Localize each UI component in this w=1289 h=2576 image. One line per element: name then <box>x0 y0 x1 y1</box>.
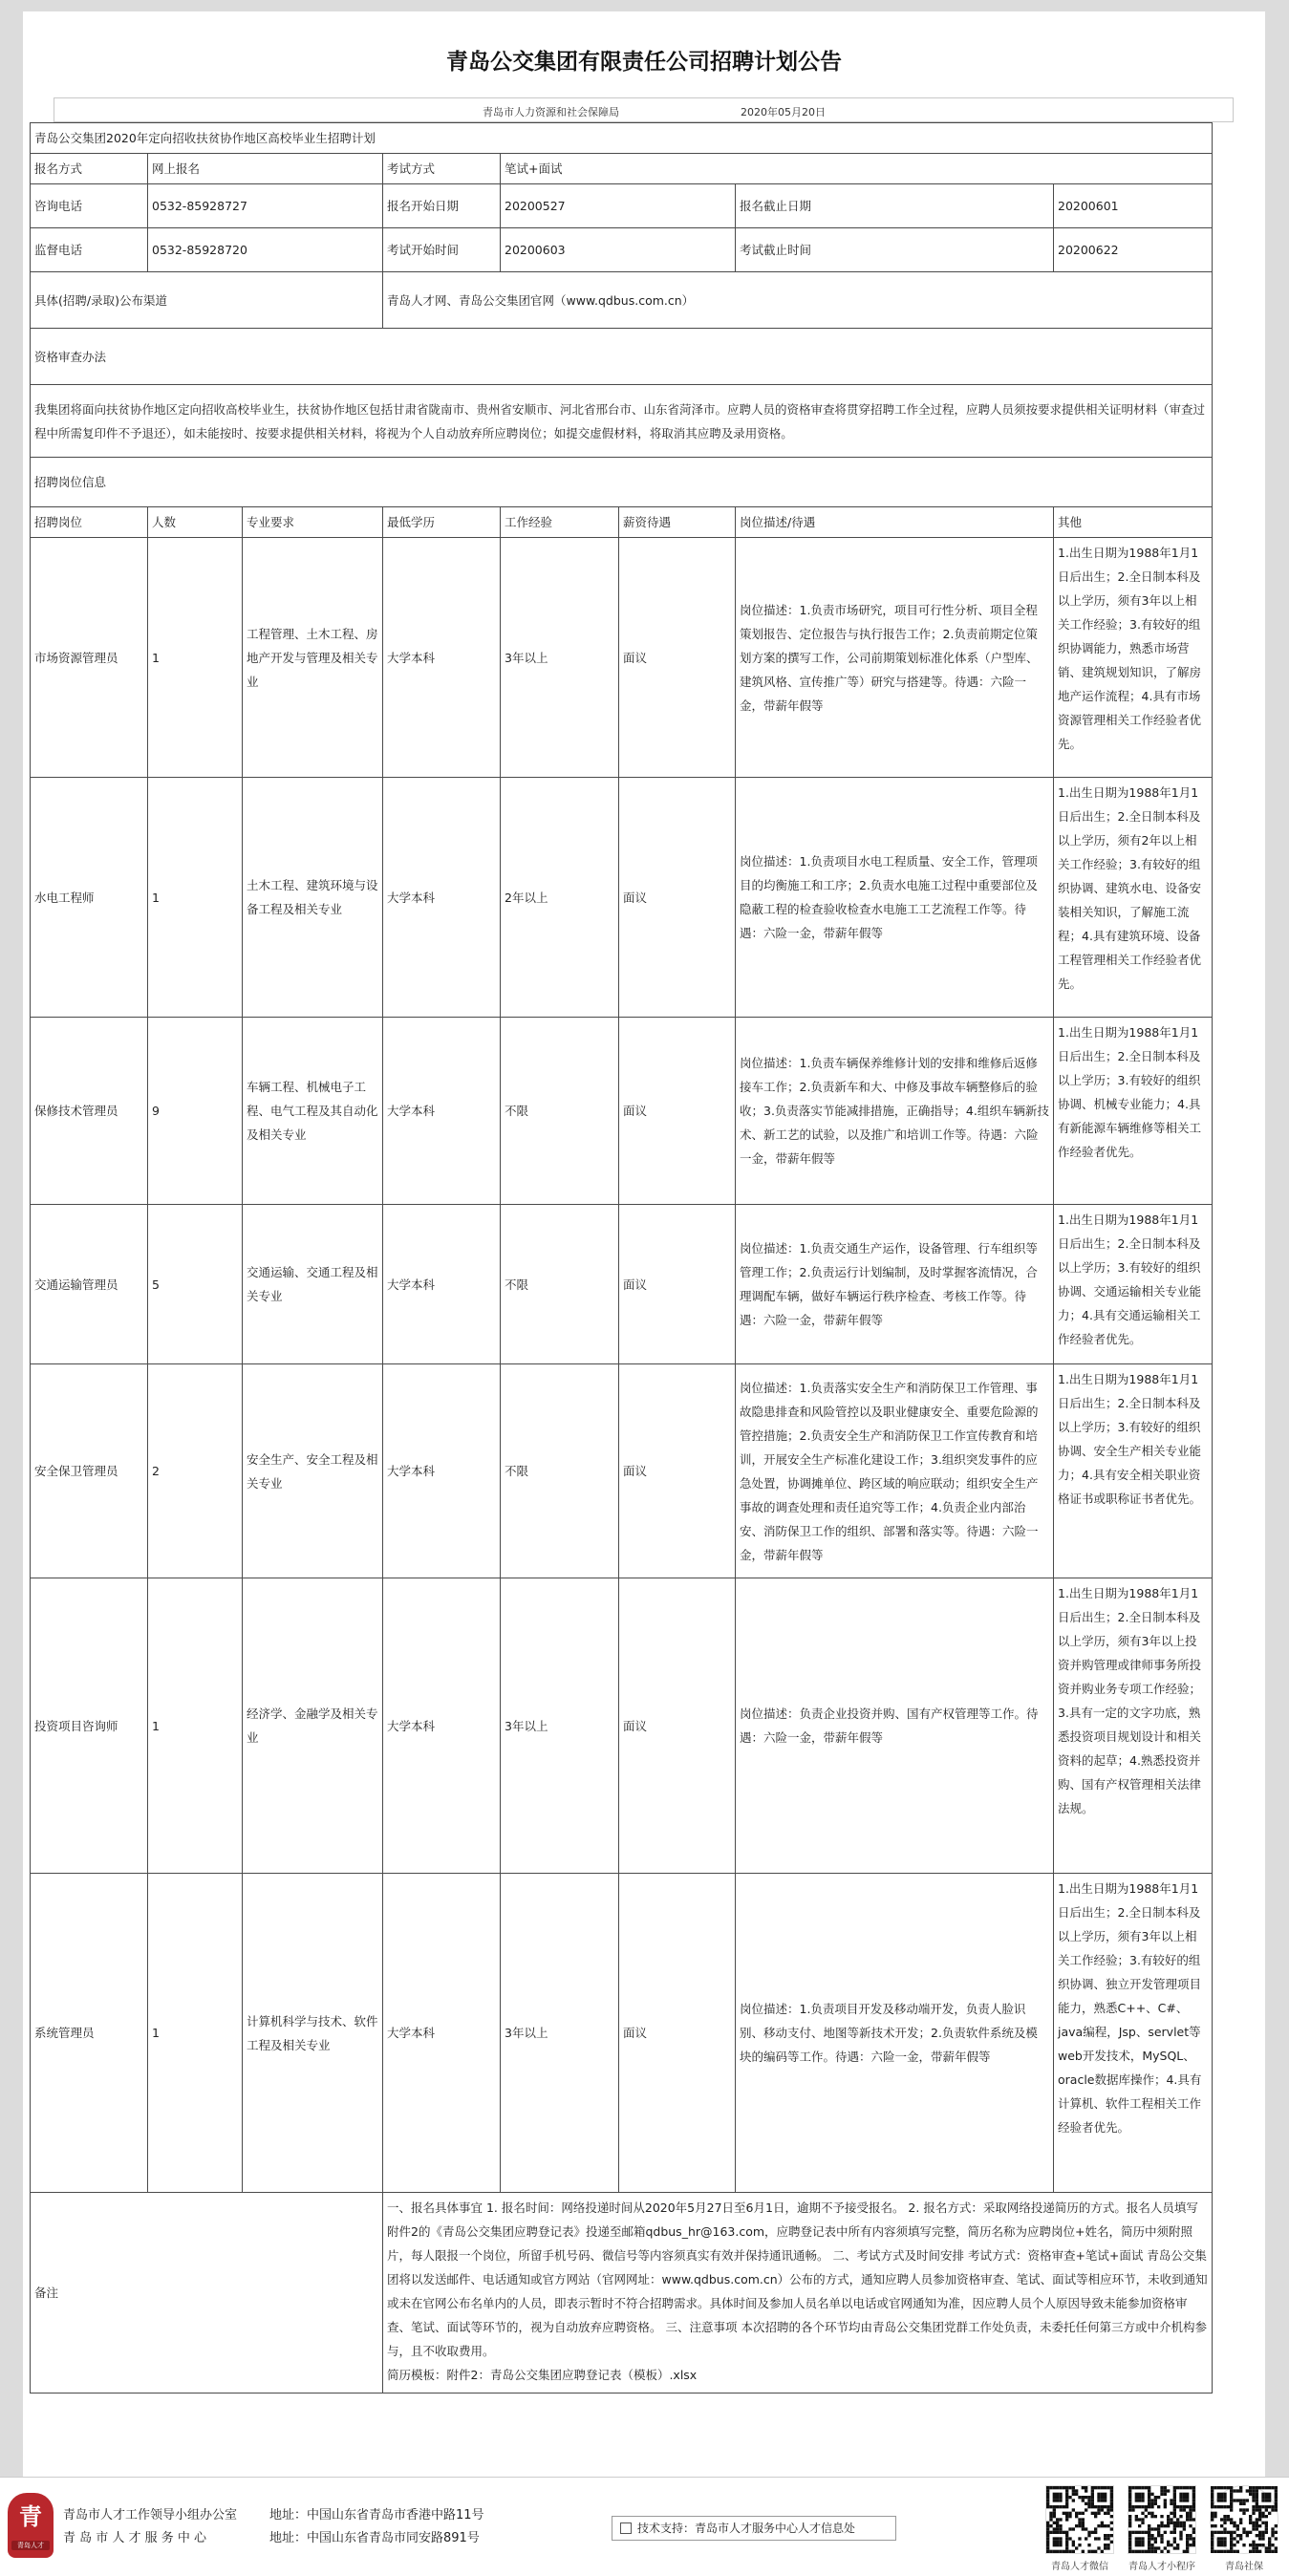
col-education-header: 最低学历 <box>383 507 501 538</box>
col-description-cell: 岗位描述：1.负责市场研究，项目可行性分析、项目全程策划报告、定位报告与执行报告工作；2.负责前期定位策划方案的撰写工作，公司前期策划标准化体系（户型库、建筑风格、宣传推广等）研究与搭建等。待遇：六险一金，带薪年假等 <box>736 538 1054 778</box>
col-education-cell: 大学本科 <box>383 778 501 1018</box>
qr-code-wechat-icon[interactable] <box>1045 2485 1114 2554</box>
col-education-cell: 大学本科 <box>383 1205 501 1364</box>
col-major-cell: 工程管理、土木工程、房地产开发与管理及相关专业 <box>243 538 383 778</box>
table-row <box>31 1578 1213 1874</box>
col-description-cell: 岗位描述：1.负责项目开发及移动端开发，负责人脸识别、移动支付、地图等新技术开发；2.负责软件系统及模块的编码等工作。待遇：六险一金，带薪年假等 <box>736 1874 1054 2193</box>
col-major-cell: 交通运输、交通工程及相关专业 <box>243 1205 383 1364</box>
col-major-header: 专业要求 <box>243 507 383 538</box>
remarks-text: 一、报名具体事宜 1. 报名时间：网络投递时间从2020年5月27日至6月1日，逾期不予接受报名。 2. 报名方式：采取网络投递简历的方式。报名人员填写附件2的《青岛公交集团应聘登记表》投递至邮箱qdbus_hr@163.com，应聘登记表中所有内容须填写完整，简历名称为应聘岗位+姓名，简历中须附照片，每人限报一个岗位，所留手机号码、微信号等内容须真实有效并保持通讯通畅。 二、考试方式及时间安排 考试方式：资格审查+笔试+面试 青岛公交集团将以发送邮件、电话通知或官方网站（官网网址：www.qdbus.com.cn）公布的方式，通知应聘人员参加资格审查、笔试、面试等相应环节，未收到通知或未在官网公布名单内的人员，即表示暂时不符合招聘需求。具体时间及参加人员名单以电话或官网通知为准，因应聘人员个人原因导致未能参加资格审查、笔试、面试等环节的，视为自动放弃应聘资格。 三、注意事项 本次招聘的各个环节均由青岛公交集团党群工作处负责，未委托任何第三方或中介机构参与，且不收取费用。 <box>387 2200 1208 2358</box>
remarks-label: 备注 <box>31 2193 383 2394</box>
col-salary-header: 薪资待遇 <box>619 507 736 538</box>
positions-label: 招聘岗位信息 <box>31 458 1213 507</box>
col-salary-cell: 面议 <box>619 538 736 778</box>
col-other-cell: 1.出生日期为1988年1月1日后出生；2.全日制本科及以上学历，须有3年以上投资并购管理或律师事务所投资并购业务专项工作经验；3.具有一定的文字功底，熟悉投资项目规划设计和相关资料的起草；4.熟悉投资并购、国有产权管理相关法律法规。 <box>1054 1578 1213 1874</box>
label-exam-start: 考试开始时间 <box>383 228 501 272</box>
signup-method: 网上报名 <box>148 154 383 184</box>
col-experience-cell: 3年以上 <box>501 538 619 778</box>
col-description-cell: 岗位描述：1.负责车辆保养维修计划的安排和维修后返修接车工作；2.负责新车和大、中修及事故车辆整修后的验收；3.负责落实节能减排措施，正确指导；4.组织车辆新技术、新工艺的试验，以及推广和培训工作等。待遇：六险一金，带薪年假等 <box>736 1018 1054 1205</box>
col-education-cell: 大学本科 <box>383 1364 501 1578</box>
attachment-link[interactable]: 简历模板：附件2：青岛公交集团应聘登记表（模板）.xlsx <box>387 2368 698 2382</box>
table-row <box>31 538 1213 778</box>
col-description-cell: 岗位描述：1.负责项目水电工程质量、安全工作，管理项目的均衡施工和工序；2.负责水电施工过程中重要部位及隐蔽工程的检查验收检查水电施工工艺流程工作等。待遇：六险一金，带薪年假等 <box>736 778 1054 1018</box>
site-footer <box>0 2477 1289 2576</box>
exam-start: 20200603 <box>501 228 736 272</box>
col-education-cell: 大学本科 <box>383 538 501 778</box>
table-row <box>31 1205 1213 1364</box>
col-description-cell: 岗位描述：负责企业投资并购、国有产权管理等工作。待遇：六险一金，带薪年假等 <box>736 1578 1054 1874</box>
col-position-cell: 保修技术管理员 <box>31 1018 148 1205</box>
label-supervise-phone: 监督电话 <box>31 228 148 272</box>
col-major-cell: 经济学、金融学及相关专业 <box>243 1578 383 1874</box>
label-signup-start: 报名开始日期 <box>383 184 501 228</box>
col-position-cell: 交通运输管理员 <box>31 1205 148 1364</box>
talent-logo: 青 青岛人才 <box>8 2493 54 2558</box>
col-count-cell: 1 <box>148 1874 243 2193</box>
col-description-cell: 岗位描述：1.负责落实安全生产和消防保卫工作管理、事故隐患排查和风险管控以及职业健康安全、重要危险源的管控措施；2.负责安全生产和消防保卫工作宣传教育和培训，开展安全生产标准化建设工作；3.组织突发事件的应急处置，协调摊单位、跨区域的响应联动；组织安全生产事故的调查处理和责任追究等工作；4.负责企业内部治安、消防保卫工作的组织、部署和落实等。待遇：六险一金，带薪年假等 <box>736 1364 1054 1578</box>
col-count-cell: 1 <box>148 538 243 778</box>
col-other-cell: 1.出生日期为1988年1月1日后出生；2.全日制本科及以上学历；3.有较好的组织协调、安全生产相关专业能力；4.具有安全相关职业资格证书或职称证书者优先。 <box>1054 1364 1213 1578</box>
col-position-cell: 投资项目咨询师 <box>31 1578 148 1874</box>
remarks-cell <box>383 2193 1213 2394</box>
qr-label-miniprogram: 青岛人才小程序 <box>1128 2562 1195 2572</box>
col-other-cell: 1.出生日期为1988年1月1日后出生；2.全日制本科及以上学历；3.有较好的组织协调、机械专业能力；4.具有新能源车辆维修等相关工作经验者优先。 <box>1054 1018 1213 1205</box>
qr-code-social-security-icon[interactable] <box>1210 2485 1278 2554</box>
qr-label-wechat: 青岛人才微信 <box>1051 2562 1108 2572</box>
label-signup-method: 报名方式 <box>31 154 148 184</box>
label-channel: 具体(招聘/录取)公布渠道 <box>31 272 383 329</box>
page-title: 青岛公交集团有限责任公司招聘计划公告 <box>446 50 842 75</box>
label-signup-end: 报名截止日期 <box>736 184 1054 228</box>
col-experience-cell: 不限 <box>501 1018 619 1205</box>
col-major-cell: 计算机科学与技术、软件工程及相关专业 <box>243 1874 383 2193</box>
col-salary-cell: 面议 <box>619 1364 736 1578</box>
supervise-phone: 0532-85928720 <box>148 228 383 272</box>
col-count-header: 人数 <box>148 507 243 538</box>
exam-method: 笔试+面试 <box>501 154 1213 184</box>
signup-end: 20200601 <box>1054 184 1213 228</box>
table-row <box>31 778 1213 1018</box>
col-count-cell: 5 <box>148 1205 243 1364</box>
col-count-cell: 1 <box>148 1578 243 1874</box>
col-major-cell: 安全生产、安全工程及相关专业 <box>243 1364 383 1578</box>
col-experience-header: 工作经验 <box>501 507 619 538</box>
footer-org-1: 青岛市人才工作领导小组办公室 <box>63 2508 238 2522</box>
footer-addr-2: 地址：中国山东省青岛市同安路891号 <box>269 2531 480 2545</box>
col-experience-cell: 不限 <box>501 1205 619 1364</box>
publish-date: 2020年05月20日 <box>741 106 826 118</box>
col-position-cell: 市场资源管理员 <box>31 538 148 778</box>
col-experience-cell: 3年以上 <box>501 1578 619 1874</box>
exam-end: 20200622 <box>1054 228 1213 272</box>
consult-phone: 0532-85928727 <box>148 184 383 228</box>
table-row <box>31 1874 1213 2193</box>
col-experience-cell: 3年以上 <box>501 1874 619 2193</box>
col-salary-cell: 面议 <box>619 1018 736 1205</box>
col-salary-cell: 面议 <box>619 1874 736 2193</box>
col-position-cell: 水电工程师 <box>31 778 148 1018</box>
support-icon <box>620 2522 632 2534</box>
review-label: 资格审查办法 <box>31 329 1213 385</box>
publish-meta <box>54 97 1234 122</box>
qr-label-social-security: 青岛社保 <box>1225 2562 1263 2572</box>
review-text: 我集团将面向扶贫协作地区定向招收高校毕业生，扶贫协作地区包括甘肃省陇南市、贵州省安顺市、河北省邢台市、山东省菏泽市。应聘人员的资格审查将贯穿招聘工作全过程，应聘人员须按要求提供相关证明材料（审查过程中所需复印件不予退还），如未能按时、按要求提供相关材料，将视为个人自动放弃所应聘岗位；如提交虚假材料，将取消其应聘及录用资格。 <box>31 385 1213 458</box>
col-other-cell: 1.出生日期为1988年1月1日后出生；2.全日制本科及以上学历，须有3年以上相关工作经验；3.有较好的组织协调能力，熟悉市场营销、建筑规划知识，了解房地产运作流程；4.具有市场资源管理相关工作经验者优先。 <box>1054 538 1213 778</box>
publisher: 青岛市人力资源和社会保障局 <box>483 106 619 118</box>
table-header-row <box>31 507 1213 538</box>
footer-addr-1: 地址：中国山东省青岛市香港中路11号 <box>269 2508 484 2522</box>
col-position-header: 招聘岗位 <box>31 507 148 538</box>
col-other-cell: 1.出生日期为1988年1月1日后出生；2.全日制本科及以上学历，须有3年以上相关工作经验；3.有较好的组织协调、独立开发管理项目能力，熟悉C++、C#、java编程，Jsp、servlet等web开发技术，MySQL、oracle数据库操作；4.具有计算机、软件工程相关工作经验者优先。 <box>1054 1874 1213 2193</box>
col-description-header: 岗位描述/待遇 <box>736 507 1054 538</box>
col-salary-cell: 面议 <box>619 1205 736 1364</box>
label-consult-phone: 咨询电话 <box>31 184 148 228</box>
col-position-cell: 系统管理员 <box>31 1874 148 2193</box>
col-count-cell: 1 <box>148 778 243 1018</box>
label-exam-method: 考试方式 <box>383 154 501 184</box>
plan-title: 青岛公交集团2020年定向招收扶贫协作地区高校毕业生招聘计划 <box>31 123 1213 154</box>
tech-support: 技术支持：青岛市人才服务中心人才信息处 <box>612 2516 896 2541</box>
col-experience-cell: 不限 <box>501 1364 619 1578</box>
footer-org-2: 青 岛 市 人 才 服 务 中 心 <box>63 2531 207 2545</box>
col-major-cell: 车辆工程、机械电子工程、电气工程及其自动化及相关专业 <box>243 1018 383 1205</box>
col-description-cell: 岗位描述：1.负责交通生产运作，设备管理、行车组织等管理工作；2.负责运行计划编制，及时掌握客流情况，合理调配车辆，做好车辆运行秩序检查、考核工作等。待遇：六险一金，带薪年假等 <box>736 1205 1054 1364</box>
col-education-cell: 大学本科 <box>383 1874 501 2193</box>
col-education-cell: 大学本科 <box>383 1018 501 1205</box>
col-count-cell: 2 <box>148 1364 243 1578</box>
col-other-cell: 1.出生日期为1988年1月1日后出生；2.全日制本科及以上学历，须有2年以上相关工作经验；3.有较好的组织协调、建筑水电、设备安装相关知识，了解施工流程；4.具有建筑环境、设备工程管理相关工作经验者优先。 <box>1054 778 1213 1018</box>
col-major-cell: 土木工程、建筑环境与设备工程及相关专业 <box>243 778 383 1018</box>
signup-start: 20200527 <box>501 184 736 228</box>
col-other-header: 其他 <box>1054 507 1213 538</box>
col-salary-cell: 面议 <box>619 778 736 1018</box>
qr-code-miniprogram-icon[interactable] <box>1128 2485 1196 2554</box>
recruitment-table <box>30 122 1213 2394</box>
table-row <box>31 1018 1213 1205</box>
col-education-cell: 大学本科 <box>383 1578 501 1874</box>
table-row <box>31 1364 1213 1578</box>
col-other-cell: 1.出生日期为1988年1月1日后出生；2.全日制本科及以上学历；3.有较好的组织协调、交通运输相关专业能力；4.具有交通运输相关工作经验者优先。 <box>1054 1205 1213 1364</box>
col-experience-cell: 2年以上 <box>501 778 619 1018</box>
col-position-cell: 安全保卫管理员 <box>31 1364 148 1578</box>
publish-channel: 青岛人才网、青岛公交集团官网（www.qdbus.com.cn） <box>383 272 1213 329</box>
col-salary-cell: 面议 <box>619 1578 736 1874</box>
label-exam-end: 考试截止时间 <box>736 228 1054 272</box>
col-count-cell: 9 <box>148 1018 243 1205</box>
